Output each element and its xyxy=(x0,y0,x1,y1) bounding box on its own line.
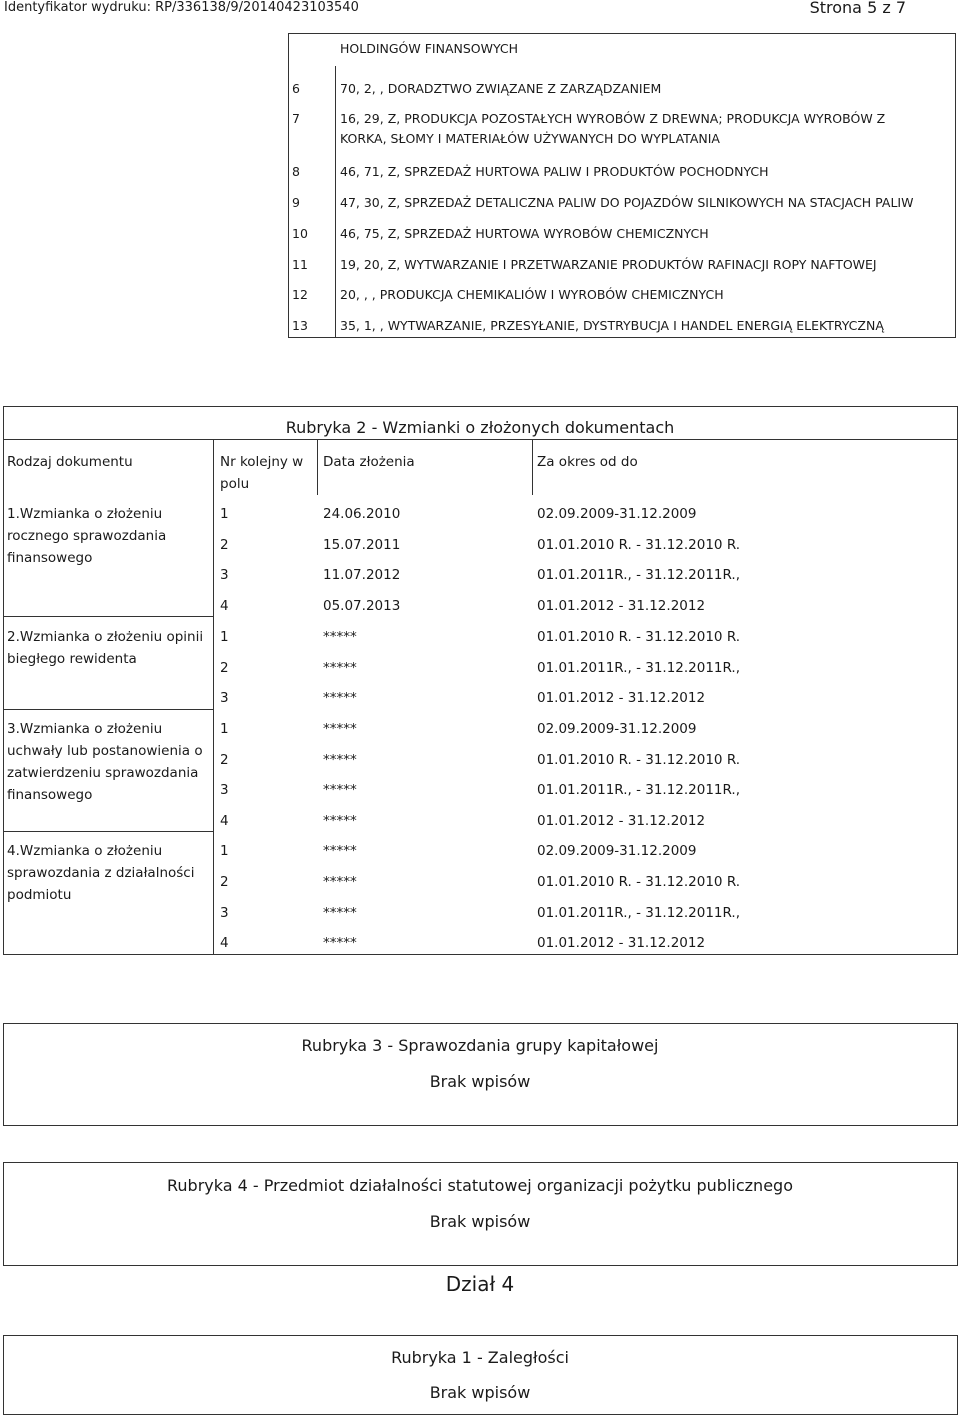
rubryka1-box xyxy=(3,1335,958,1415)
pkd-row-num: 12 xyxy=(292,287,308,302)
row-period: 01.01.2012 - 31.12.2012 xyxy=(537,813,706,829)
document-type: 3.Wzmianka o złożeniu uchwały lub postanowienia o zatwierdzeniu sprawozdania finansowego xyxy=(7,721,203,803)
rubryka4-title: Rubryka 4 - Przedmiot działalności statutowej organizacji pożytku publicznego xyxy=(167,1176,793,1195)
row-nr: 3 xyxy=(220,905,229,921)
grid-line xyxy=(3,616,214,617)
column-header-date: Data złożenia xyxy=(323,454,415,470)
pkd-row-desc: 35, 1, , WYTWARZANIE, PRZESYŁANIE, DYSTRYBUCJA I HANDEL ENERGIĄ ELEKTRYCZNĄ xyxy=(340,318,884,333)
row-date: 15.07.2011 xyxy=(323,537,401,553)
row-period: 02.09.2009-31.12.2009 xyxy=(537,843,697,859)
print-identifier: Identyfikator wydruku: RP/336138/9/20140423103540 xyxy=(4,0,359,15)
row-period: 01.01.2012 - 31.12.2012 xyxy=(537,690,706,706)
row-date: ***** xyxy=(323,813,357,829)
rubryka1-content: Brak wpisów xyxy=(429,1383,531,1402)
grid-line xyxy=(3,831,214,832)
row-nr: 2 xyxy=(220,752,229,768)
grid-line xyxy=(3,440,4,955)
row-nr: 4 xyxy=(220,813,229,829)
row-date: 24.06.2010 xyxy=(323,506,401,522)
document-type: 2.Wzmianka o złożeniu opinii biegłego rewidenta xyxy=(7,629,204,667)
pkd-row-desc: 47, 30, Z, SPRZEDAŻ DETALICZNA PALIW DO POJAZDÓW SILNIKOWYCH NA STACJACH PALIW xyxy=(340,195,914,210)
row-date: ***** xyxy=(323,690,357,706)
pkd-row-desc: 70, 2, , DORADZTWO ZWIĄZANE Z ZARZĄDZANIEM xyxy=(340,81,662,96)
row-date: ***** xyxy=(323,721,357,737)
row-period: 01.01.2012 - 31.12.2012 xyxy=(537,935,706,951)
rubryka4-content: Brak wpisów xyxy=(429,1212,531,1231)
row-date: ***** xyxy=(323,874,357,890)
row-period: 01.01.2011R., - 31.12.2011R., xyxy=(537,905,741,921)
grid-line xyxy=(317,440,318,495)
grid-line xyxy=(3,954,958,955)
row-period: 01.01.2011R., - 31.12.2011R., xyxy=(537,660,741,676)
row-period: 02.09.2009-31.12.2009 xyxy=(537,506,697,522)
pkd-row-num: 11 xyxy=(292,257,308,272)
column-header-type: Rodzaj dokumentu xyxy=(7,454,133,470)
row-date: 05.07.2013 xyxy=(323,598,401,614)
pkd-row-desc: 19, 20, Z, WYTWARZANIE I PRZETWARZANIE PRODUKTÓW RAFINACJI ROPY NAFTOWEJ xyxy=(340,257,877,272)
row-nr: 1 xyxy=(220,843,229,859)
row-date: ***** xyxy=(323,660,357,676)
row-date: ***** xyxy=(323,935,357,951)
pkd-row-num: 10 xyxy=(292,226,308,241)
row-date: ***** xyxy=(323,843,357,859)
row-date: ***** xyxy=(323,629,357,645)
row-period: 01.01.2010 R. - 31.12.2010 R. xyxy=(537,537,741,553)
row-nr: 1 xyxy=(220,629,229,645)
grid-line xyxy=(957,440,958,955)
pkd-continuation: HOLDINGÓW FINANSOWYCH xyxy=(340,41,519,56)
row-nr: 1 xyxy=(220,506,229,522)
pkd-row-num: 6 xyxy=(292,81,300,96)
row-nr: 2 xyxy=(220,660,229,676)
pkd-row-desc: 46, 71, Z, SPRZEDAŻ HURTOWA PALIW I PRODUKTÓW POCHODNYCH xyxy=(340,164,769,179)
column-header-period: Za okres od do xyxy=(537,454,638,470)
pkd-column-divider xyxy=(335,66,336,338)
document-type: 4.Wzmianka o złożeniu sprawozdania z działalności podmiotu xyxy=(7,843,195,903)
row-nr: 2 xyxy=(220,874,229,890)
row-nr: 4 xyxy=(220,598,229,614)
grid-line xyxy=(532,440,533,495)
column-header-nr: Nr kolejny w polu xyxy=(220,454,304,492)
row-period: 01.01.2011R., - 31.12.2011R., xyxy=(537,567,741,583)
row-period: 01.01.2010 R. - 31.12.2010 R. xyxy=(537,874,741,890)
row-date: ***** xyxy=(323,782,357,798)
row-nr: 3 xyxy=(220,567,229,583)
page-indicator: Strona 5 z 7 xyxy=(809,0,906,17)
dzial4-title: Dział 4 xyxy=(445,1272,515,1296)
pkd-row-num: 8 xyxy=(292,164,300,179)
row-period: 01.01.2012 - 31.12.2012 xyxy=(537,598,706,614)
row-nr: 3 xyxy=(220,690,229,706)
row-period: 01.01.2010 R. - 31.12.2010 R. xyxy=(537,629,741,645)
row-nr: 3 xyxy=(220,782,229,798)
pkd-row-num: 9 xyxy=(292,195,300,210)
rubryka1-title: Rubryka 1 - Zaległości xyxy=(391,1348,569,1367)
document-type: 1.Wzmianka o złożeniu rocznego sprawozdania finansowego xyxy=(7,506,167,566)
pkd-row-num: 13 xyxy=(292,318,308,333)
pkd-row-desc: 16, 29, Z, PRODUKCJA POZOSTAŁYCH WYROBÓW Z DREWNA; PRODUKCJA WYROBÓW Z KORKA, SŁOMY I MATERIAŁÓW UŻYWANYCH DO WYPLATANIA xyxy=(340,111,886,146)
row-period: 02.09.2009-31.12.2009 xyxy=(537,721,697,737)
rubryka3-content: Brak wpisów xyxy=(429,1072,531,1091)
pkd-row-desc: 20, , , PRODUKCJA CHEMIKALIÓW I WYROBÓW CHEMICZNYCH xyxy=(340,287,724,302)
rubryka3-title: Rubryka 3 - Sprawozdania grupy kapitałowej xyxy=(301,1036,659,1055)
row-nr: 4 xyxy=(220,935,229,951)
row-nr: 2 xyxy=(220,537,229,553)
pkd-row-num: 7 xyxy=(292,111,300,126)
row-date: 11.07.2012 xyxy=(323,567,401,583)
row-period: 01.01.2010 R. - 31.12.2010 R. xyxy=(537,752,741,768)
rubryka2-title: Rubryka 2 - Wzmianki o złożonych dokumentach xyxy=(285,418,675,437)
row-date: ***** xyxy=(323,752,357,768)
row-nr: 1 xyxy=(220,721,229,737)
grid-line xyxy=(3,709,214,710)
row-date: ***** xyxy=(323,905,357,921)
row-period: 01.01.2011R., - 31.12.2011R., xyxy=(537,782,741,798)
pkd-row-desc: 46, 75, Z, SPRZEDAŻ HURTOWA WYROBÓW CHEMICZNYCH xyxy=(340,226,709,241)
grid-line xyxy=(213,440,214,955)
